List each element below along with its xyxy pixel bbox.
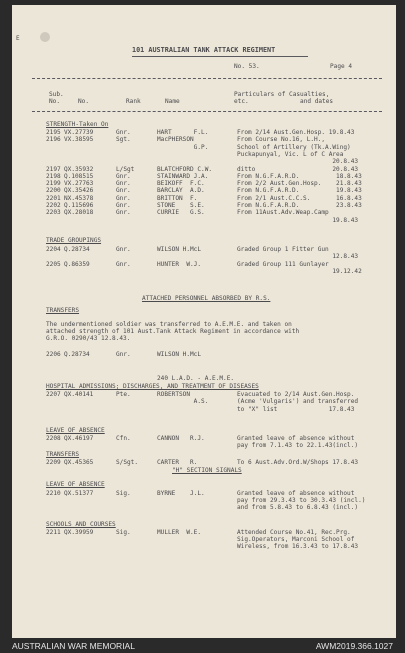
record-name: HART F.L. — [157, 129, 209, 136]
record-sub: 2199 — [46, 180, 61, 188]
record-rank: Gnr. — [116, 129, 131, 136]
record-part: From Course No.16, L.H., — [237, 136, 326, 144]
section-signals: "H" SECTION SIGNALS — [172, 467, 242, 474]
record-sub: 2202 — [46, 202, 61, 209]
record-rank: Sig. — [116, 529, 131, 536]
record-no: Q.28734 — [64, 246, 90, 253]
record-part: ditto 20.8.43 — [237, 165, 359, 173]
transfer-paragraph: The undermentioned soldier was transferred to A.E.M.E. and taken on attached strength of 101 Aust.Tank Attack Regiment in accordance with G.R.O. 0290/43 12.8.43. — [46, 321, 300, 342]
record-no: QX.35932 — [64, 165, 94, 173]
document-page — [12, 5, 396, 638]
corner-mark: E — [16, 35, 20, 42]
record-no: QX.28018 — [64, 209, 94, 217]
section-leave-2: LEAVE OF ABSENCE — [46, 481, 105, 488]
record-part: From 2/1 Aust.C.C.S. 16.8.43 — [237, 194, 362, 202]
record-sub: 2206 — [46, 351, 61, 358]
record-no: Q.28734 — [64, 351, 90, 358]
record-no: QX.35426 — [64, 187, 94, 195]
record-part: 19.12.42 — [237, 267, 362, 275]
record-sub: 2198 — [46, 172, 61, 180]
record-rank: Gnr. — [116, 246, 131, 253]
record-name: BARCLAY A.D. — [157, 187, 205, 195]
record-part: Graded Group 1 Fitter Gun — [237, 246, 329, 253]
record-sub: 2209 — [46, 459, 61, 466]
record-no: Q.115696 — [64, 202, 94, 209]
page-number: Page 4 — [330, 63, 353, 70]
record-rank: Gnr. — [116, 209, 131, 217]
header-divider — [32, 78, 382, 79]
record-sub: 2204 — [46, 246, 61, 253]
record-sub: 2211 — [46, 529, 61, 536]
record-rank: Gnr. — [116, 180, 131, 188]
record-sub: 2201 — [46, 194, 61, 202]
record-part: Attended Course No.41, Rec.Prg. Sig.Operators, Marconi School of Wireless, from 16.3.43 to 17.8.43 — [237, 529, 359, 550]
record-name: MULLER W.E. — [157, 529, 202, 536]
footer-institution: AUSTRALIAN WAR MEMORIAL — [12, 641, 135, 651]
record-sub: 2210 — [46, 490, 61, 497]
record-name: STONE S.E. — [157, 202, 205, 209]
section-transfers-2: TRANSFERS — [46, 451, 80, 458]
record-name: WILSON H.McL — [157, 246, 202, 253]
record-part: From 2/2 Aust.Gen.Hosp. 21.8.43 — [237, 180, 362, 188]
record-part: From N.G.F.A.R.D. 19.8.43 — [237, 187, 362, 195]
record-part: Puckapunyal, Vic. L of C Area — [237, 150, 344, 158]
record-part: From 2/14 Aust.Gen.Hosp. 19.8.43 — [237, 129, 355, 136]
record-part: Granted leave of absence without pay from 7.1.43 to 22.1.43(incl.) — [237, 435, 359, 449]
record-no: Q.108515 — [64, 172, 94, 180]
footer-accession: AWM2019.366.1027 — [315, 641, 393, 651]
record-rank: Cfn. — [116, 435, 131, 442]
record-part: From 11Aust.Adv.Weap.Camp — [237, 209, 329, 217]
record-name: BRITTON F. — [157, 194, 198, 202]
record-rank: Gnr. — [116, 194, 131, 202]
col-name: Name — [165, 98, 180, 105]
record-sub: 2196 — [46, 136, 61, 144]
col-particulars: Particulars of Casualties, etc. and dates — [234, 91, 334, 105]
record-rank: Gnr. — [116, 202, 131, 209]
record-name: MacPHERSON — [157, 136, 194, 144]
record-part: 19.8.43 — [237, 216, 359, 224]
record-no: Q.86359 — [64, 260, 90, 268]
record-no: QX.45365 — [64, 459, 94, 466]
record-rank: Gnr. — [116, 187, 131, 195]
record-part: From N.G.F.A.R.D. 23.8.43 — [237, 202, 362, 209]
record-no: NX.45378 — [64, 194, 94, 202]
record-name: BYRNE J.L. — [157, 490, 205, 497]
record-rank: Sig. — [116, 490, 131, 497]
record-name: ROBERTSON — [157, 391, 191, 398]
title-underline — [132, 56, 308, 57]
record-rank: Sgt. — [116, 136, 131, 144]
record-name: CARTER R. — [157, 459, 198, 466]
record-name: G.P. — [157, 143, 209, 151]
section-strength: STRENGTH-Taken On — [46, 121, 109, 128]
record-part: From N.G.F.A.R.D. 18.8.43 — [237, 172, 362, 180]
footer-bar — [0, 638, 405, 653]
col-rank: Rank — [126, 98, 141, 105]
section-lad: 240 L.A.D. - A.E.M.E. — [157, 375, 235, 382]
record-name: STAINWARD J.A. — [157, 172, 209, 180]
record-no: QX.51377 — [64, 490, 94, 497]
record-part: to "X" list 17.8.43 — [237, 405, 355, 413]
record-name: CURRIE G.S. — [157, 209, 205, 217]
record-sub: 2195 — [46, 129, 61, 136]
columns-divider — [32, 111, 382, 112]
record-sub: 2197 — [46, 165, 61, 173]
record-no: QX.39959 — [64, 529, 94, 536]
record-part: Evacuated to 2/14 Aust.Gen.Hosp. — [237, 391, 355, 398]
section-schools: SCHOOLS AND COURSES — [46, 521, 116, 528]
order-number: No. 53. — [234, 63, 260, 70]
record-name: HUNTER W.J. — [157, 260, 202, 268]
section-transfers: TRANSFERS — [46, 307, 80, 314]
record-part: Graded Group 111 Gunlayer — [237, 260, 329, 268]
record-rank: L/Sgt — [116, 165, 135, 173]
record-sub: 2203 — [46, 209, 61, 217]
record-no: VX.38595 — [64, 136, 94, 144]
record-no: VX.27739 — [64, 129, 94, 136]
record-no: VX.27763 — [64, 180, 94, 188]
punch-hole — [40, 32, 50, 42]
record-name: WILSON H.McL — [157, 351, 202, 358]
record-sub: 2205 — [46, 260, 61, 268]
record-rank: S/Sgt. — [116, 459, 139, 466]
regiment-title: 101 AUSTRALIAN TANK ATTACK REGIMENT — [132, 46, 276, 54]
record-name: A.S. — [157, 398, 209, 406]
record-sub: 2207 — [46, 391, 61, 398]
record-sub: 2200 — [46, 187, 61, 195]
record-part: 12.8.43 — [237, 253, 359, 261]
section-hospital: HOSPITAL ADMISSIONS; DISCHARGES, AND TREATMENT OF DISEASES — [46, 383, 259, 390]
record-part: (Acme 'Vulgaris') and transferred — [237, 398, 359, 406]
record-rank: Gnr. — [116, 260, 131, 268]
record-part: 20.8.43 — [237, 158, 359, 166]
record-rank: Gnr. — [116, 172, 131, 180]
record-name: BEIKOFF F.C. — [157, 180, 205, 188]
record-rank: Pte. — [116, 391, 131, 398]
record-rank: Gnr. — [116, 351, 131, 358]
record-no: QX.40141 — [64, 391, 94, 398]
record-sub: 2208 — [46, 435, 61, 442]
record-part: To 6 Aust.Adv.Ord.W/Shops 17.8.43 — [237, 459, 359, 466]
record-part: Granted leave of absence without pay from 29.3.43 to 30.3.43 (incl.) and from 5.8.43 to 6.8.43 (incl.) — [237, 490, 366, 511]
record-name: BLATCHFORD C.W. — [157, 165, 213, 173]
record-part: School of Artillery (Tk.A.Wing) — [237, 143, 351, 151]
section-attached: ATTACHED PERSONNEL ABSORBED BY R.S. — [142, 295, 271, 302]
section-leave-1: LEAVE OF ABSENCE — [46, 427, 105, 434]
col-no: No. — [78, 98, 90, 105]
record-name: CANNON R.J. — [157, 435, 205, 442]
section-trade: TRADE GROUPINGS — [46, 237, 102, 244]
col-sub-no: Sub. No. — [49, 91, 64, 105]
record-no: QX.46197 — [64, 435, 94, 442]
